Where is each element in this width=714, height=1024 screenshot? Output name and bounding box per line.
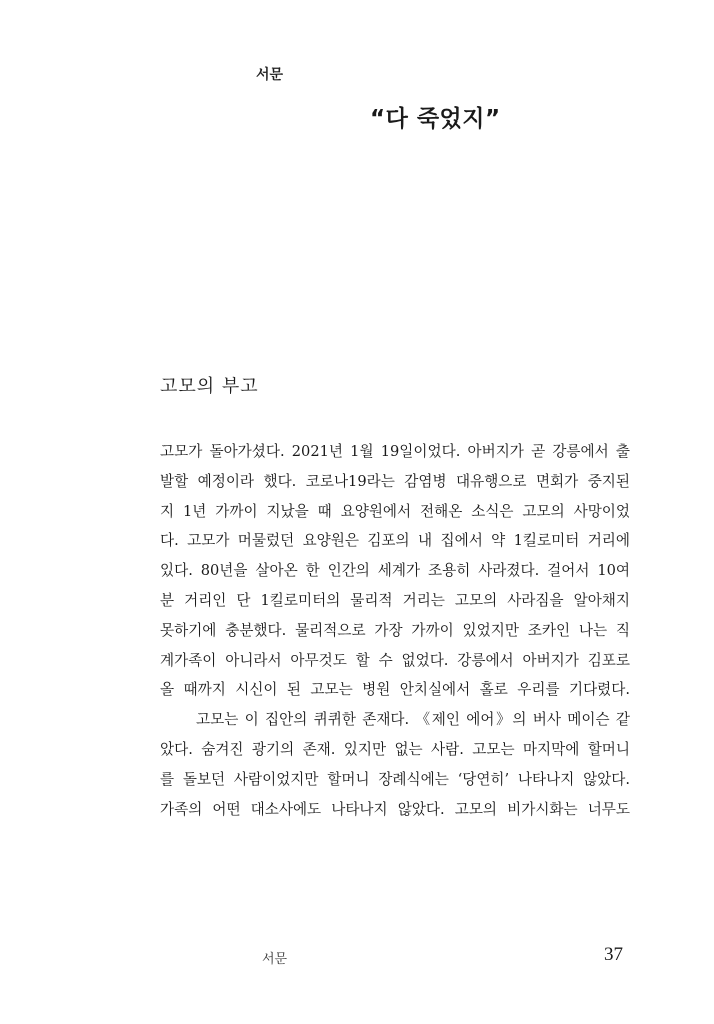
text-line: 를 돌보던 사람이었지만 할머니 장례식에는 ‘당연히’ 나타나지 않았다. <box>160 770 630 788</box>
page-number: 37 <box>604 944 623 965</box>
section-heading: 고모의 부고 <box>160 376 259 397</box>
text-line: 발할 예정이라 했다. 코로나19라는 감염병 대유행으로 면회가 중지된 <box>160 472 630 490</box>
text-line: 분 거리인 단 1킬로미터의 물리적 거리는 고모의 사라짐을 알아채지 <box>160 591 630 609</box>
body-text <box>160 437 630 824</box>
text-line: 았다. 숨겨진 광기의 존재. 있지만 없는 사람. 고모는 마지막에 할머니 <box>160 740 630 758</box>
text-line: 가족의 어떤 대소사에도 나타나지 않았다. 고모의 비가시화는 너무도 <box>160 800 630 818</box>
text-line: 있다. 80년을 살아온 한 인간의 세계가 조용히 사라졌다. 걸어서 10여 <box>160 562 630 580</box>
text-line: 올 때까지 시신이 된 고모는 병원 안치실에서 홀로 우리를 기다렸다. <box>160 681 630 699</box>
text-line: 고모가 돌아가셨다. 2021년 1월 19일이었다. 아버지가 곧 강릉에서 출 <box>160 443 630 460</box>
paragraph-1 <box>160 437 630 705</box>
text-line: 고모는 이 집안의 퀴퀴한 존재다. 《제인 에어》의 버사 메이슨 같 <box>196 711 630 729</box>
running-footer: 서문 <box>262 952 288 967</box>
text-line: 다. 고모가 머물렀던 요양원은 김포의 내 집에서 약 1킬로미터 거리에 <box>160 532 630 550</box>
section-label: 서문 <box>256 66 284 82</box>
text-line: 계가족이 아니라서 아무것도 할 수 없었다. 강릉에서 아버지가 김포로 <box>160 651 630 669</box>
text-line: 지 1년 가까이 지났을 때 요양원에서 전해온 소식은 고모의 사망이었 <box>160 502 630 520</box>
paragraph-2 <box>160 705 630 824</box>
text-line: 못하기에 충분했다. 물리적으로 가장 가까이 있었지만 조카인 나는 직 <box>160 621 630 639</box>
chapter-title: “다 죽었지” <box>370 106 501 132</box>
